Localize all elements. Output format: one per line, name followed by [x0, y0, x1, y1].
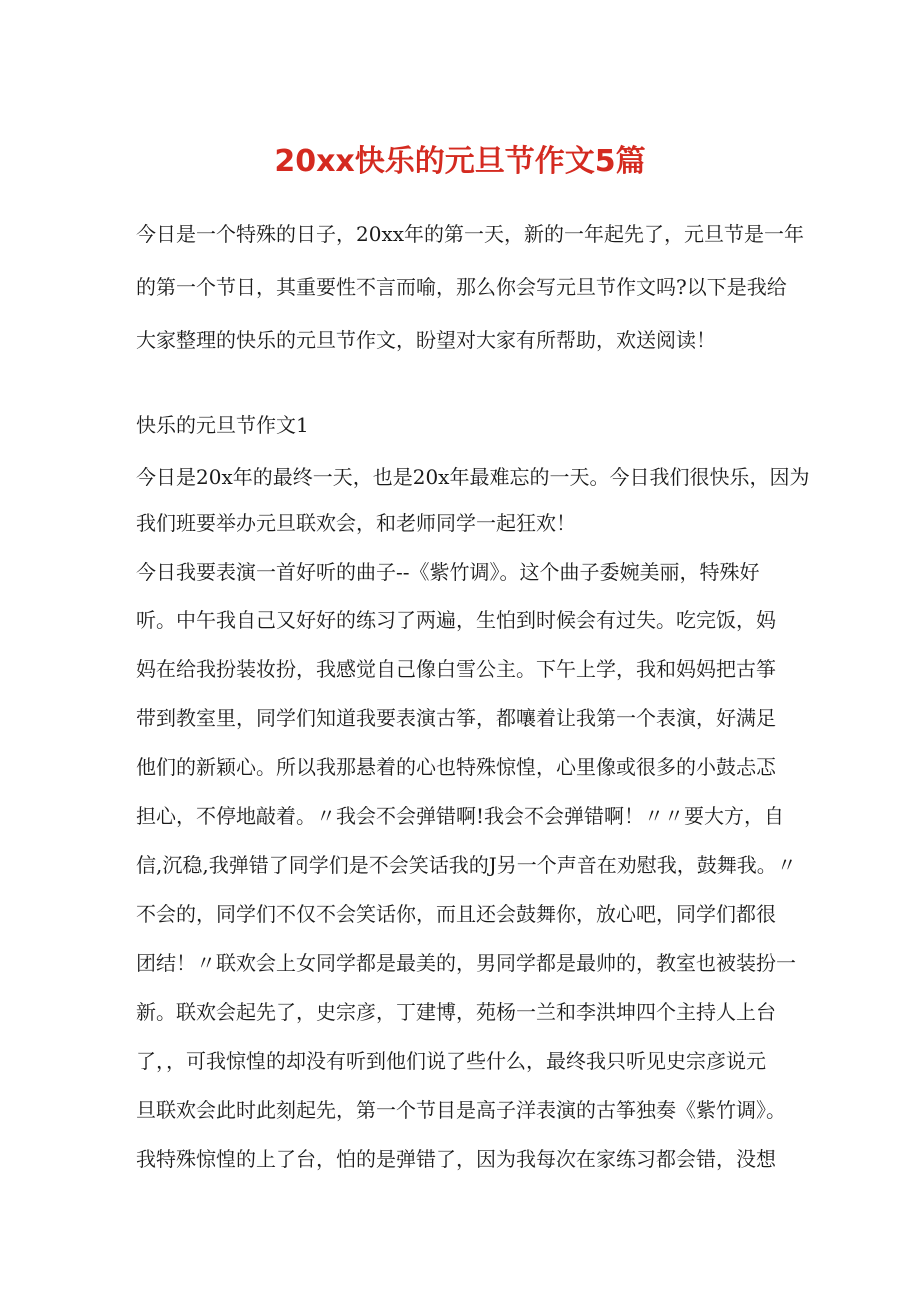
body-line: 我特殊惊惶的上了台，怕的是弹错了，因为我每次在家练习都会错，没想 [136, 1147, 776, 1171]
document-title: 20xx快乐的元旦节作文5篇 [274, 144, 646, 179]
section-heading: 快乐的元旦节作文1 [136, 413, 309, 437]
intro-line: 的第一个节日，其重要性不言而喻，那么你会写元旦节作文吗?以下是我给 [136, 275, 787, 299]
body-line: 听。中午我自己又好好的练习了两遍，生怕到时候会有过失。吃完饭，妈 [136, 608, 776, 632]
intro-line: 今日是一个特殊的日子，20xx年的第一天，新的一年起先了，元旦节是一年 [136, 222, 805, 246]
body-line: 今日是20x年的最终一天，也是20x年最难忘的一天。今日我们很快乐，因为 [136, 465, 810, 489]
body-line: 他们的新颖心。所以我那悬着的心也特殊惊惶，心里像或很多的小鼓忐忑 [136, 755, 776, 779]
body-line: 担心，不停地敲着。〃我会不会弹错啊!我会不会弹错啊！〃〃要大方，自 [136, 804, 785, 828]
body-line: 带到教室里，同学们知道我要表演古筝，都嚷着让我第一个表演，好满足 [136, 706, 776, 730]
body-line: 不会的，同学们不仅不会笑话你，而且还会鼓舞你，放心吧，同学们都很 [136, 902, 776, 926]
body-line: 妈在给我扮装妆扮，我感觉自己像白雪公主。下午上学，我和妈妈把古筝 [136, 657, 776, 681]
body-line: 团结！〃联欢会上女同学都是最美的，男同学都是最帅的，教室也被装扮一 [136, 951, 796, 975]
body-line: 我们班要举办元旦联欢会，和老师同学一起狂欢！ [136, 511, 576, 535]
body-line: 今日我要表演一首好听的曲子--《紫竹调》。这个曲子委婉美丽，特殊好 [136, 560, 760, 584]
body-line: 信,沉稳,我弹错了同学们是不会笑话我的J另一个声音在劝慰我，鼓舞我。〃 [136, 853, 797, 877]
body-line: 旦联欢会此时此刻起先，第一个节目是高子洋表演的古筝独奏《紫竹调》。 [136, 1098, 786, 1122]
body-line: 了，，可我惊惶的却没有听到他们说了些什么，最终我只听见史宗彦说元 [136, 1049, 766, 1073]
intro-line: 大家整理的快乐的元旦节作文，盼望对大家有所帮助，欢送阅读！ [136, 328, 716, 352]
body-line: 新。联欢会起先了，史宗彦，丁建博，苑杨一兰和李洪坤四个主持人上台 [136, 1000, 776, 1024]
